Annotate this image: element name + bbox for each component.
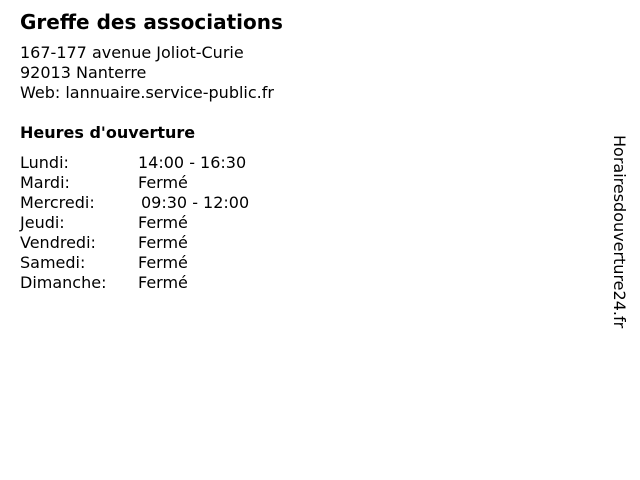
- hours-value: 14:00 - 16:30: [138, 153, 247, 172]
- day-label: Mercredi:: [20, 193, 95, 212]
- day-label: Vendredi:: [20, 233, 96, 252]
- hours-row-saturday: [20, 253, 320, 273]
- hours-value: 09:30 - 12:00: [141, 193, 250, 212]
- hours-value: Fermé: [138, 213, 188, 232]
- hours-row-thursday: [20, 213, 320, 233]
- day-label: Mardi:: [20, 173, 70, 192]
- hours-value: Fermé: [138, 253, 188, 272]
- brand-watermark-container: [608, 135, 632, 375]
- brand-watermark: Horairesdouverture24.fr: [610, 135, 629, 329]
- opening-hours-heading: Heures d'ouverture: [20, 123, 196, 142]
- hours-row-wednesday: [20, 193, 320, 213]
- hours-row-sunday: [20, 273, 320, 293]
- hours-row-friday: [20, 233, 320, 253]
- address-postal-city: 92013 Nanterre: [20, 63, 147, 82]
- hours-value: Fermé: [138, 273, 188, 292]
- address-street: 167-177 avenue Joliot-Curie: [20, 43, 244, 62]
- day-label: Jeudi:: [20, 213, 65, 232]
- address-web: Web: lannuaire.service-public.fr: [20, 83, 274, 102]
- hours-row-tuesday: [20, 173, 320, 193]
- day-label: Lundi:: [20, 153, 69, 172]
- hours-value: Fermé: [138, 173, 188, 192]
- day-label: Dimanche:: [20, 273, 107, 292]
- address-block: [20, 43, 274, 103]
- day-label: Samedi:: [20, 253, 86, 272]
- hours-row-monday: [20, 153, 320, 173]
- hours-value: Fermé: [138, 233, 188, 252]
- page-title: Greffe des associations: [20, 10, 283, 34]
- opening-hours-table: [20, 153, 320, 293]
